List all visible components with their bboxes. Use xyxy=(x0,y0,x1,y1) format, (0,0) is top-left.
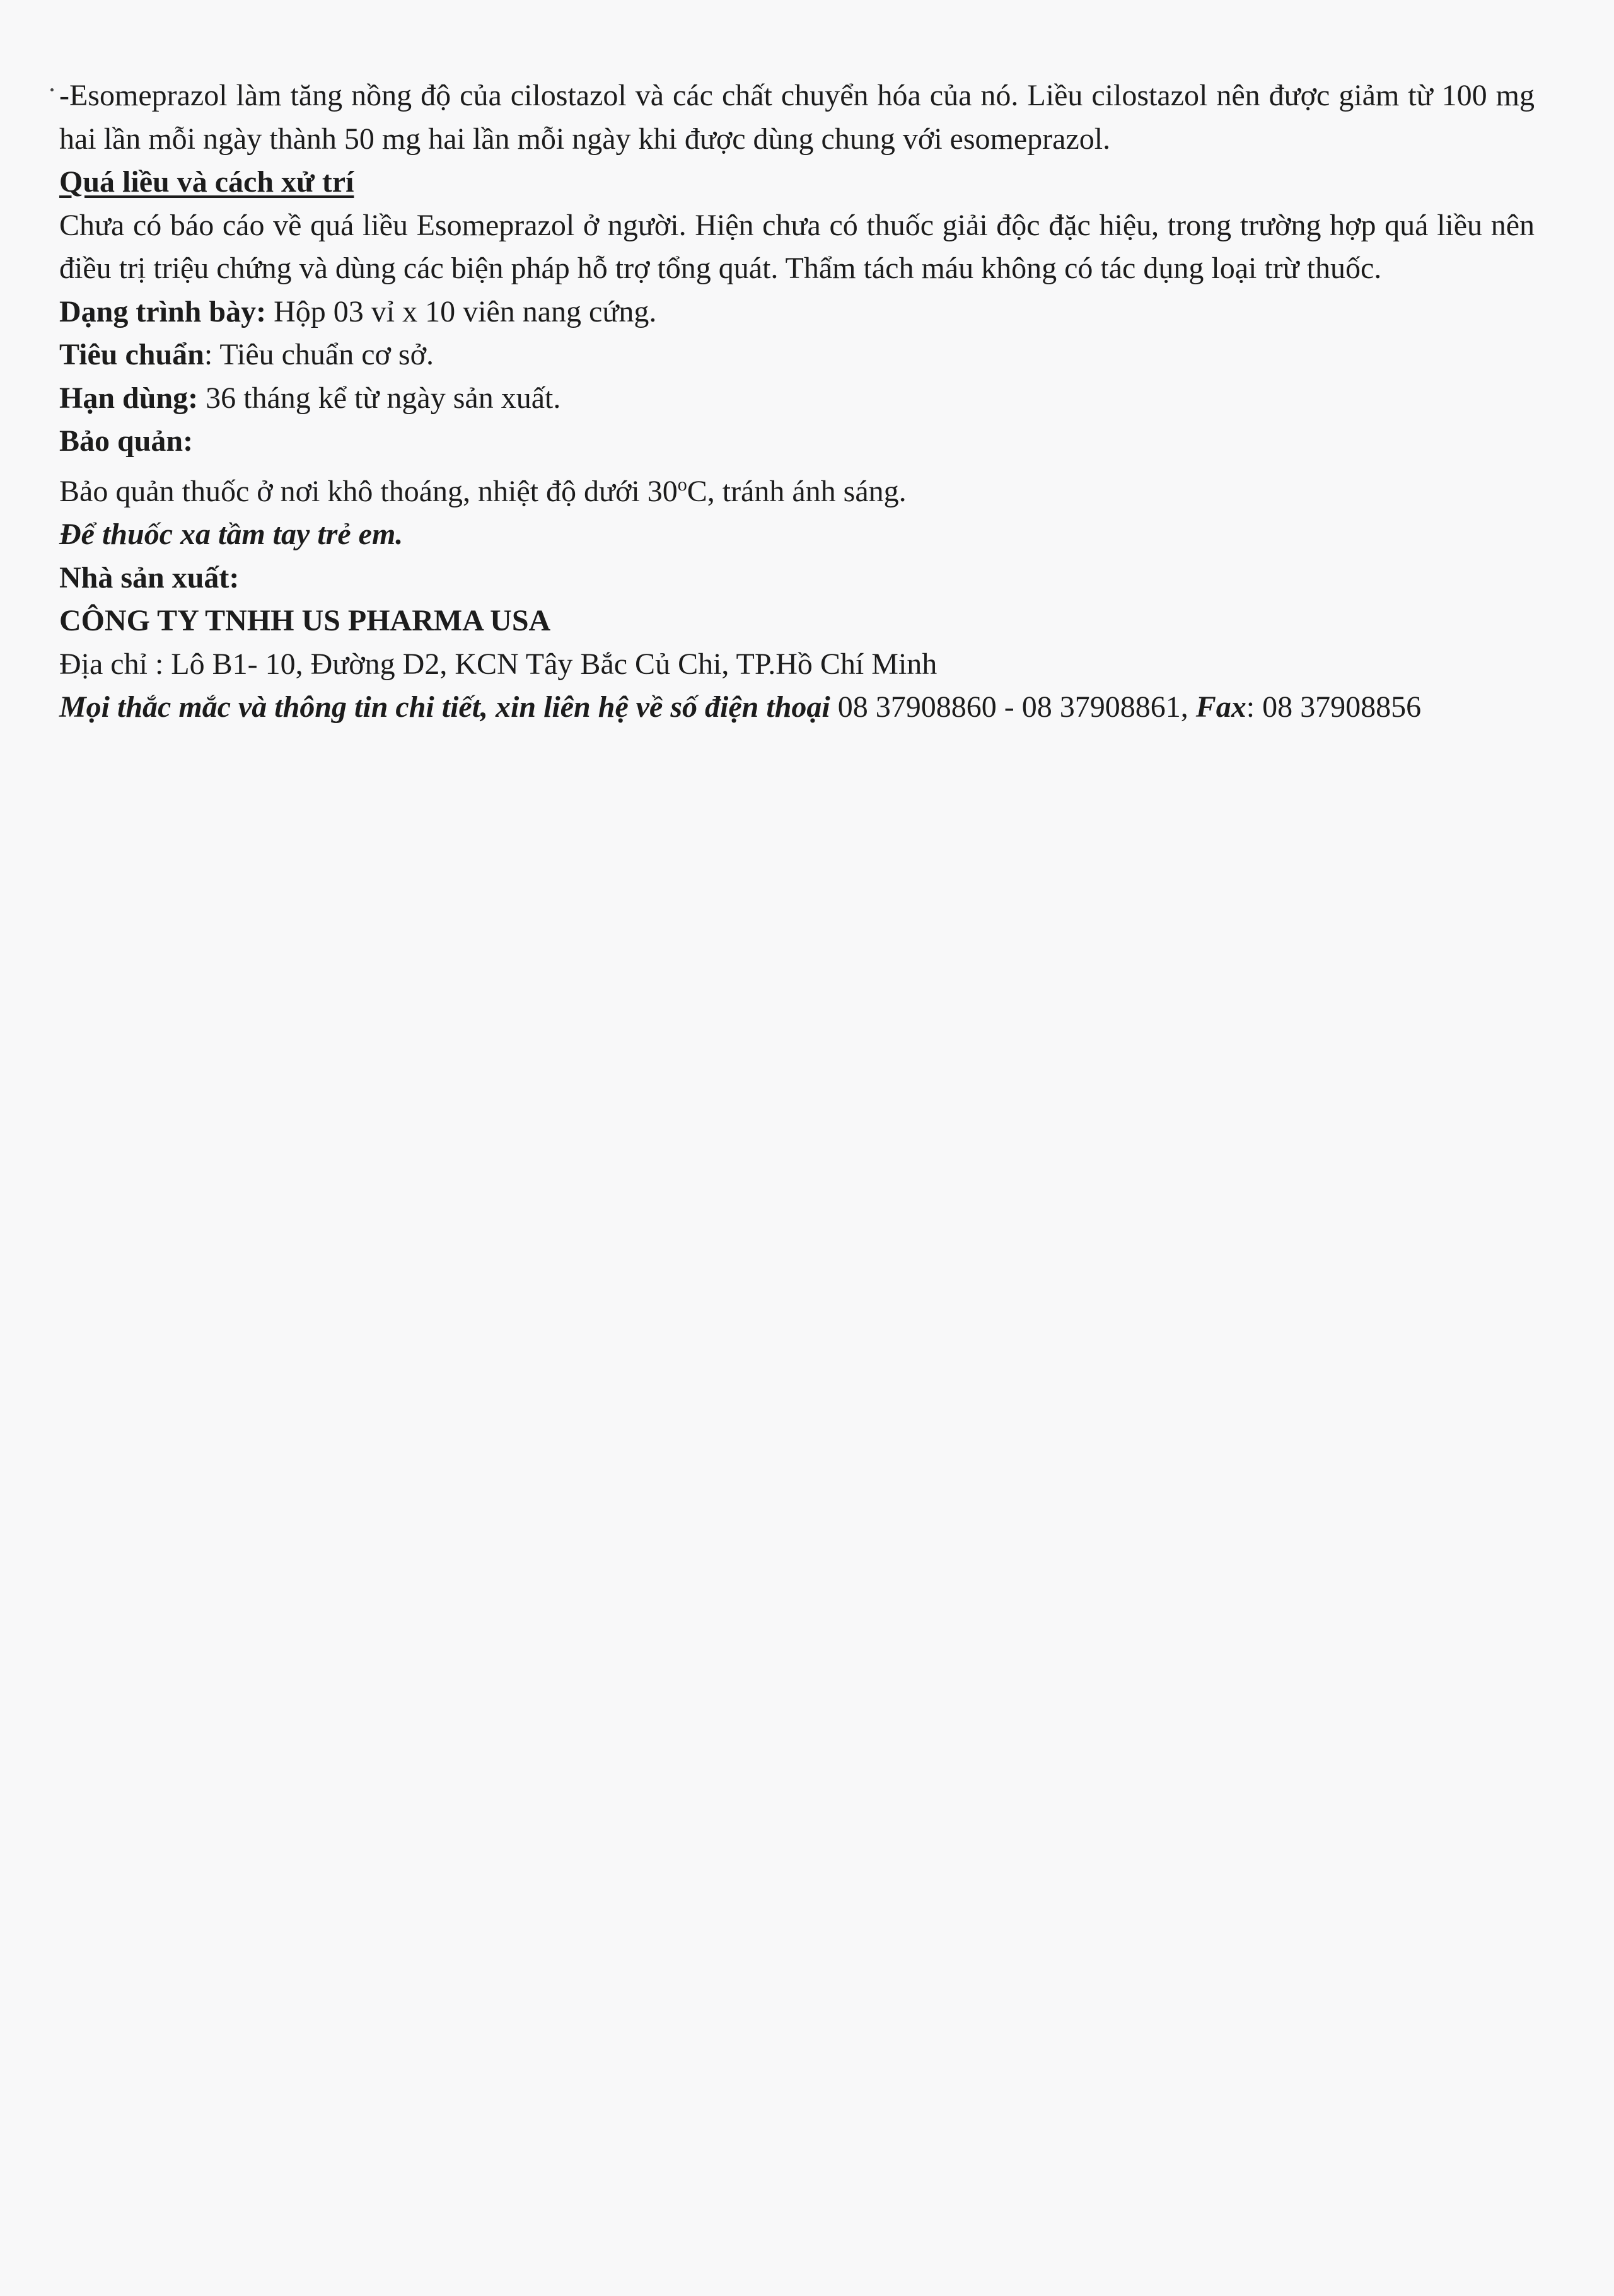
shelf-life-line xyxy=(59,377,1535,420)
contact-lead: Mọi thắc mắc và thông tin chi tiết, xin liên hệ về số điện thoại xyxy=(59,690,830,724)
storage-degree: o xyxy=(677,473,687,495)
overdose-heading-text: Quá liều và cách xử trí xyxy=(59,165,354,199)
manufacturer-heading xyxy=(59,557,1535,600)
child-warning-text: Để thuốc xa tầm tay trẻ em. xyxy=(59,518,404,551)
presentation-line xyxy=(59,291,1535,334)
storage-line xyxy=(59,463,1535,514)
storage-text-start: Bảo quản thuốc ở nơi khô thoáng, nhiệt độ dưới 30 xyxy=(59,474,678,508)
contact-paragraph xyxy=(59,686,1535,729)
fax-value: : 08 37908856 xyxy=(1246,690,1422,724)
standard-value: : Tiêu chuẩn cơ sở. xyxy=(204,338,434,371)
company-name-text: CÔNG TY TNHH US PHARMA USA xyxy=(59,604,551,637)
address-line: Địa chỉ : Lô B1- 10, Đường D2, KCN Tây Bắc Củ Chi, TP.Hồ Chí Minh xyxy=(59,647,938,681)
storage-text-end: C, tránh ánh sáng. xyxy=(687,474,907,508)
interaction-text: Esomeprazol làm tăng nồng độ của cilostazol và các chất chuyển hóa của nó. Liều cilostazol nên được giảm từ 100 mg hai lần mỗi ngày thành 50 mg hai lần mỗi ngày khi được dùng chung với esomeprazol. xyxy=(59,79,1535,156)
storage-heading xyxy=(59,420,1535,463)
manufacturer-label: Nhà sản xuất: xyxy=(59,560,240,594)
document-body xyxy=(59,74,1535,729)
company-name xyxy=(59,600,1535,643)
presentation-label: Dạng trình bày: xyxy=(59,294,267,328)
interaction-paragraph xyxy=(59,74,1535,161)
shelf-life-label: Hạn dùng: xyxy=(59,381,199,415)
contact-phones: 08 37908860 - 08 37908861, xyxy=(830,690,1196,724)
presentation-value: Hộp 03 vỉ x 10 viên nang cứng. xyxy=(266,294,657,328)
scan-speck xyxy=(50,88,54,91)
storage-label: Bảo quản: xyxy=(59,424,194,458)
standard-label: Tiêu chuẩn xyxy=(59,338,204,371)
fax-label: Fax xyxy=(1195,690,1246,724)
shelf-life-value: 36 tháng kể từ ngày sản xuất. xyxy=(198,381,561,415)
overdose-heading xyxy=(59,161,1535,204)
interaction-prefix: - xyxy=(59,79,69,112)
child-warning xyxy=(59,513,1535,557)
standard-line xyxy=(59,333,1535,377)
overdose-body: Chưa có báo cáo về quá liều Esomeprazol ở người. Hiện chưa có thuốc giải độc đặc hiệu, trong trường hợp quá liều nên điều trị triệu chứng và dùng các biện pháp hỗ trợ tổng quát. Thẩm tách máu không có tác dụng loại trừ thuốc. xyxy=(59,208,1535,285)
